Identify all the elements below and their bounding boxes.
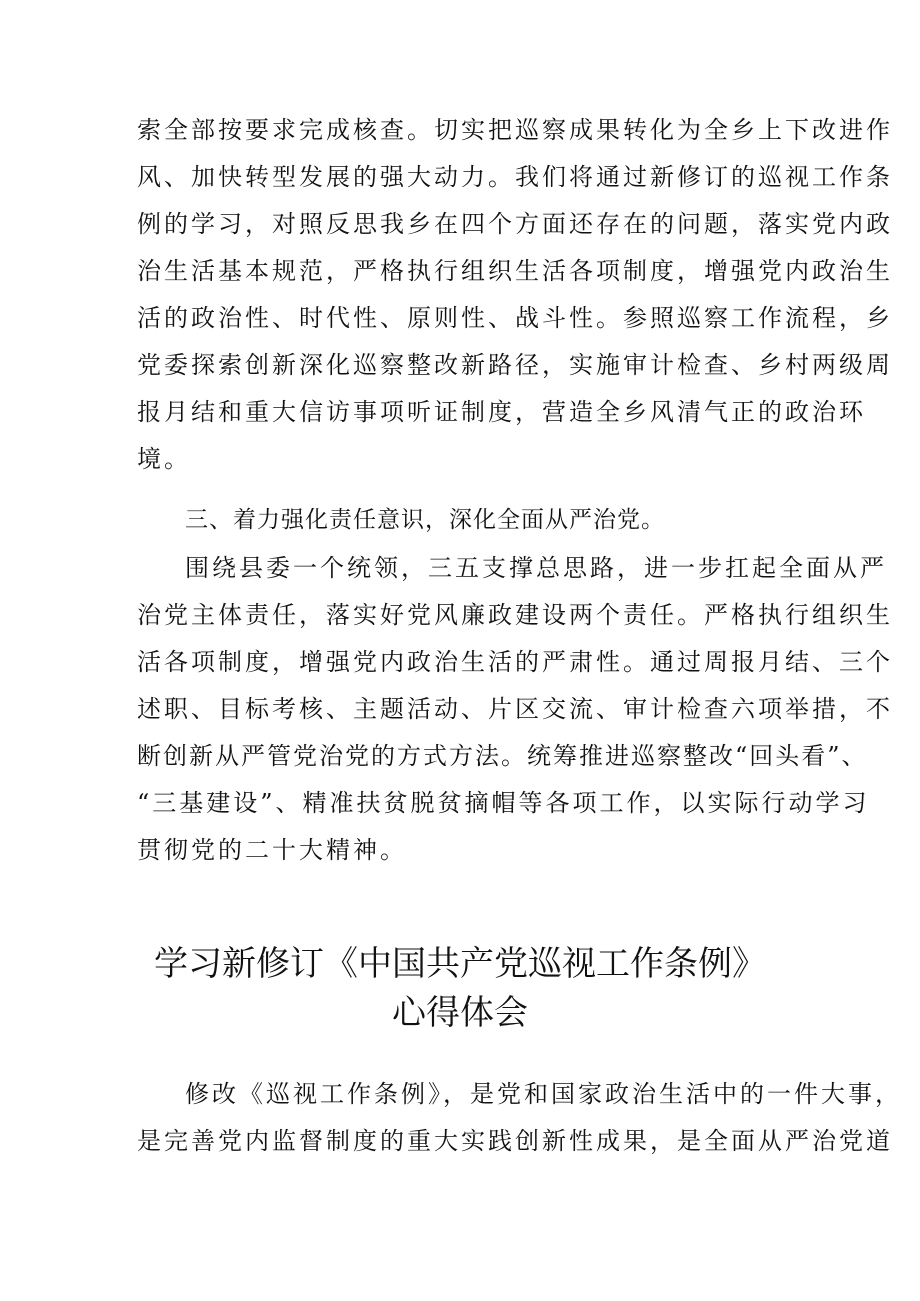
- text-line: 围绕县委一个统领，三五支撑总思路，进一步扛起全面从严: [185, 554, 887, 582]
- text-line: 报月结和重大信访事项听证制度，营造全乡风清气正的政治环: [137, 398, 866, 426]
- text-line: 贯彻党的二十大精神。: [137, 836, 407, 864]
- text-line: 例的学习，对照反思我乡在四个方面还存在的问题，落实党内政: [137, 210, 893, 238]
- text-line: 活的政治性、时代性、原则性、战斗性。参照巡察工作流程，乡: [137, 304, 893, 332]
- text-line: 活各项制度，增强党内政治生活的严肃性。通过周报月结、三个: [137, 648, 893, 676]
- article-title: 学习新修订《中国共产党巡视工作条例》: [154, 944, 766, 984]
- text-line: 索全部按要求完成核查。切实把巡察成果转化为全乡上下改进作: [137, 116, 893, 144]
- text-line: 述职、目标考核、主题活动、片区交流、审计检查六项举措，不: [137, 695, 893, 723]
- text-line: 党委探索创新深化巡察整改新路径，实施审计检查、乡村两级周: [137, 351, 893, 379]
- text-line: 修改《巡视工作条例》，是党和国家政治生活中的一件大事，: [185, 1080, 902, 1108]
- text-line: 是完善党内监督制度的重大实践创新性成果，是全面从严治党道: [137, 1127, 893, 1155]
- section-heading: 三、着力强化责任意识，深化全面从严治党。: [185, 507, 665, 533]
- article-subtitle: 心得体会: [392, 993, 528, 1033]
- text-line: 境。: [137, 445, 191, 473]
- text-line: 治党主体责任，落实好党风廉政建设两个责任。严格执行组织生: [137, 601, 893, 629]
- text-line: 风、加快转型发展的强大动力。我们将通过新修订的巡视工作条: [137, 163, 893, 191]
- text-line: 治生活基本规范，严格执行组织生活各项制度，增强党内政治生: [137, 257, 893, 285]
- text-line: 断创新从严管党治党的方式方法。统筹推进巡察整改“回头看”、: [137, 742, 868, 770]
- text-line: “三基建设”、精准扶贫脱贫摘帽等各项工作，以实际行动学习: [137, 789, 870, 817]
